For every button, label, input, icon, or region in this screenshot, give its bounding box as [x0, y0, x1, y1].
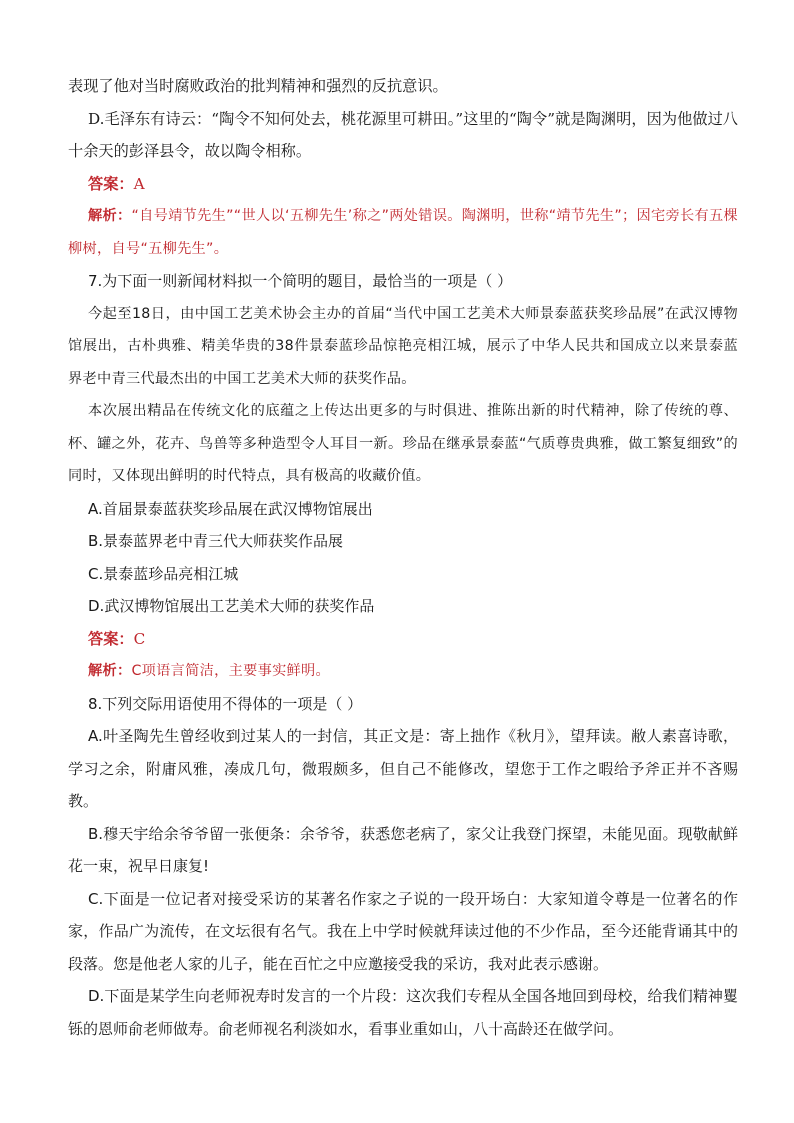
q7-stem: 7.为下面一则新闻材料拟一个简明的题目，最恰当的一项是（ ） [88, 272, 513, 290]
q7-option-c: C.景泰蓝珍品亮相江城 [88, 564, 239, 583]
q7-answer [68, 623, 738, 656]
analysis-label: 解析： [88, 663, 132, 679]
q6-analysis [68, 200, 738, 265]
continuation-line: 表现了他对当时腐败政治的批判精神和强烈的反抗意识。 [68, 77, 448, 95]
document-content [68, 70, 738, 1045]
answer-value: A [133, 174, 145, 193]
q8-option-b: B.穆天宇给余爷爷留一张便条：余爷爷，获悉您老病了，家父让我登门探望，未能见面。现敬献鲜花一束，祝早日康复! [68, 824, 738, 875]
answer-value: C [133, 629, 146, 648]
q6-option-d: D.毛泽东有诗云：“陶令不知何处去，桃花源里可耕田。”这里的“陶令”就是陶渊明，因为他做过八十余天的彭泽县令，故以陶令相称。 [68, 109, 738, 160]
q8-option-c: C.下面是一位记者对接受采访的某著名作家之子说的一段开场白：大家知道令尊是一位著名的作家，作品广为流传，在文坛很有名气。我在上中学时候就拜读过他的不少作品，至今还能背诵其中的段落。您是他老人家的儿子，能在百忙之中应邀接受我的采访，我对此表示感谢。 [68, 889, 738, 973]
q7-option-a: A.首届景泰蓝获奖珍品展在武汉博物馆展出 [88, 499, 373, 518]
answer-label: 答案： [88, 629, 134, 648]
analysis-text: C项语言简洁，主要事实鲜明。 [131, 663, 331, 679]
q7-analysis [68, 655, 738, 688]
analysis-text: “自号靖节先生”“世人以‘五柳先生’称之”两处错误。陶渊明，世称“靖节先生”；因宅旁长有五棵柳树，自号“五柳先生”。 [68, 208, 738, 257]
analysis-label: 解析： [88, 208, 132, 224]
answer-label: 答案： [88, 174, 134, 193]
q8-stem: 8.下列交际用语使用不得体的一项是（ ） [88, 694, 363, 713]
q6-answer [68, 168, 738, 201]
q7-news-para-2: 本次展出精品在传统文化的底蕴之上传达出更多的与时俱进、推陈出新的时代精神，除了传统的尊、杯、罐之外，花卉、鸟兽等多种造型令人耳目一新。珍品在继承景泰蓝“气质尊贵典雅，做工繁复细致”的同时，又体现出鲜明的时代特点，具有极高的收藏价值。 [68, 403, 738, 484]
q8-option-d: D.下面是某学生向老师祝寿时发言的一个片段：这次我们专程从全国各地回到母校，给我们精神矍铄的恩师俞老师做寿。俞老师视名利淡如水，看事业重如山，八十高龄还在做学问。 [68, 987, 738, 1038]
q7-news-para-1: 今起至18日，由中国工艺美术协会主办的首届“当代中国工艺美术大师景泰蓝获奖珍品展”在武汉博物馆展出，古朴典雅、精美华贵的38件景泰蓝珍品惊艳亮相江城，展示了中华人民共和国成立以来景泰蓝界老中青三代最杰出的中国工艺美术大师的获奖作品。 [68, 305, 738, 387]
q7-option-d: D.武汉博物馆展出工艺美术大师的获奖作品 [88, 597, 375, 615]
q7-option-b: B.景泰蓝界老中青三代大师获奖作品展 [88, 532, 344, 550]
q8-option-a: A.叶圣陶先生曾经收到过某人的一封信，其正文是：寄上拙作《秋月》，望拜读。敝人素喜诗歌，学习之余，附庸风雅，凑成几句，微瑕颇多，但自己不能修改，望您于工作之暇给予斧正并不吝赐教。 [68, 727, 738, 810]
